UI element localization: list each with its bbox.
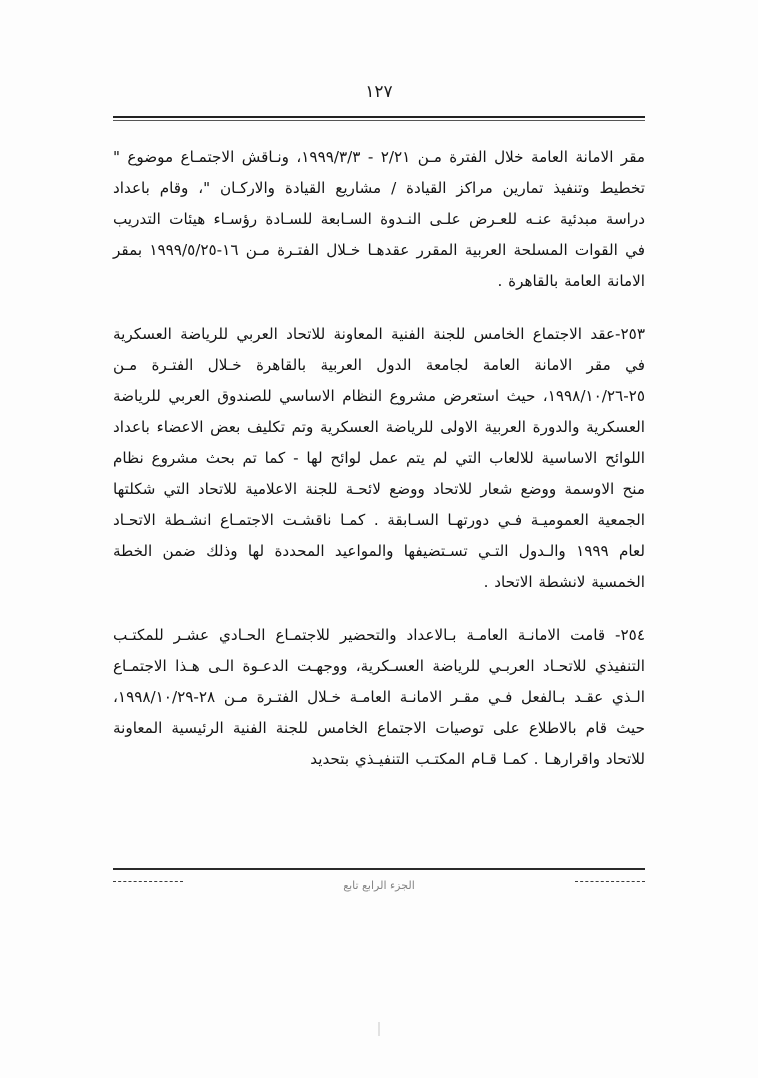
paragraph-253: ٢٥٣-عقد الاجتماع الخامس للجنة الفنية المعاونة للاتحاد العربي للرياضة العسكرية في مقر الامانة العامة لجامعة الدول العربية بالقاهرة خـلال الفتـرة مـن ٢٥-١٩٩٨/١٠/٢٦، حيث استعرض مشروع النظام الاساسي للصندوق العربي للرياضة العسكرية والدورة العربية الاولى للرياضة العسكرية وتم تكليف بعض الاعضاء باعداد اللوائح الاساسية للالعاب التي لم يتم عمل لوائح لها - كما تم بحث مشروع نظام منح الاوسمة ووضع شعار للاتحاد ووضع لائحـة للجنة الاعلامية للاتحاد التي شكلتها الجمعية العموميـة فـي دورتهـا السـابقة . كمـا ناقشـت الاجتمـاع انشـطة الاتحـاد لعام ١٩٩٩ والـدول التـي تسـتضيفها والمواعيد المحددة لها وذلك ضمن الخطة الخمسية لانشطة الاتحاد . [113,325,645,591]
page-number: ١٢٧ [365,82,393,102]
header-rule [113,116,645,121]
footer-note: الجزء الرابع تابع [343,879,415,892]
footer-rule [113,868,645,870]
document-body [113,142,645,775]
paragraph-continuation: مقر الامانة العامة خلال الفترة مـن ٢/٢١ - ١٩٩٩/٣/٣، ونـاقش الاجتمـاع موضوع " تخطيط وتنفيذ تمارين مراكز القيادة / مشاريع القيادة والاركـان "، وقام باعداد دراسة مبدئية عنـه للعـرض علـى النـدوة السـابعة للسـادة رؤسـاء هيئات التدريب في القوات المسلحة العربية المقرر عقدهـا خـلال الفتـرة مـن ١٦-١٩٩٩/٥/٢٥ بمقر الامانة العامة بالقاهرة . [113,148,646,290]
bottom-registration-mark [379,1022,380,1036]
paragraph-254: ٢٥٤- قامت الامانـة العامـة بـالاعداد والتحضير للاجتمـاع الحـادي عشـر للمكتـب التنفيذي للاتحـاد العربـي للرياضة العسـكرية، ووجهـت الدعـوة الـى هـذا الاجتمـاع الـذي عقـد بـالفعل فـي مقـر الامانـة العامـة خـلال الفتـرة مـن ٢٨-١٩٩٨/١٠/٢٩، حيث قام بالاطلاع على توصيات الاجتماع الخامس للجنة الفنية الرئيسية المعاونة للاتحاد واقرارهـا . كمـا قـام المكتـب التنفيـذي بتحديد [113,626,645,768]
